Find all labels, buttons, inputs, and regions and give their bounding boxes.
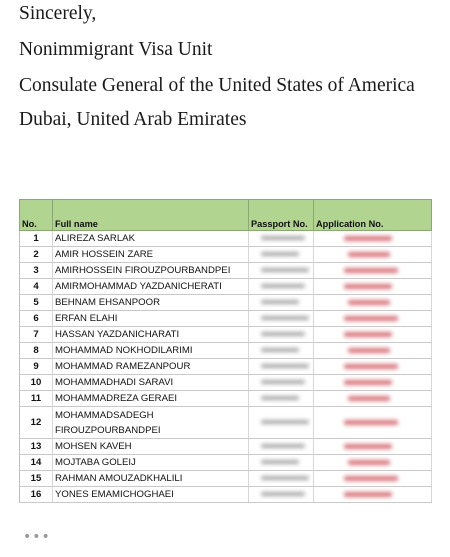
applicant-name: AMIR HOSSEIN ZARE — [53, 247, 249, 263]
application-number-cell — [314, 327, 432, 343]
redacted-passport-number — [261, 476, 309, 480]
redacted-application-number — [344, 284, 392, 289]
redacted-passport-number — [261, 268, 309, 272]
applicant-name: MOJTABA GOLEIJ — [53, 455, 249, 471]
redacted-application-number — [344, 364, 398, 369]
passport-number-cell — [249, 263, 314, 279]
passport-number-cell — [249, 487, 314, 503]
passport-number-cell — [249, 279, 314, 295]
applicant-name: MOHAMMADHADI SARAVI — [53, 375, 249, 391]
table-row — [20, 231, 432, 247]
redacted-passport-number — [261, 444, 305, 448]
table-row — [20, 247, 432, 263]
row-number: 16 — [20, 487, 53, 503]
col-header-application: Application No. — [314, 200, 432, 231]
redacted-application-number — [348, 348, 390, 353]
table-row — [20, 359, 432, 375]
unit-line: Nonimmigrant Visa Unit — [19, 39, 213, 60]
redacted-application-number — [348, 396, 390, 401]
passport-number-cell — [249, 391, 314, 407]
application-number-cell — [314, 375, 432, 391]
table-row — [20, 311, 432, 327]
row-number: 7 — [20, 327, 53, 343]
redacted-application-number — [344, 476, 398, 481]
table-row — [20, 263, 432, 279]
table-row — [20, 471, 432, 487]
applicant-name: RAHMAN AMOUZADKHALILI — [53, 471, 249, 487]
redacted-passport-number — [261, 284, 305, 288]
row-number: 4 — [20, 279, 53, 295]
table-row — [20, 487, 432, 503]
application-number-cell — [314, 247, 432, 263]
passport-number-cell — [249, 343, 314, 359]
passport-number-cell — [249, 231, 314, 247]
table-row — [20, 391, 432, 407]
redacted-application-number — [344, 268, 398, 273]
passport-number-cell — [249, 247, 314, 263]
redacted-application-number — [344, 444, 392, 449]
redacted-passport-number — [261, 380, 305, 384]
applicant-name: MOHSEN KAVEH — [53, 439, 249, 455]
table-row — [20, 439, 432, 455]
passport-number-cell — [249, 359, 314, 375]
applicant-name: HASSAN YAZDANICHARATI — [53, 327, 249, 343]
row-number: 3 — [20, 263, 53, 279]
applicants-table — [19, 199, 432, 503]
application-number-cell — [314, 391, 432, 407]
redacted-passport-number — [261, 348, 299, 352]
col-header-passport: Passport No. — [249, 200, 314, 231]
passport-number-cell — [249, 375, 314, 391]
redacted-passport-number — [261, 236, 305, 240]
redacted-application-number — [344, 316, 398, 321]
table-row — [20, 375, 432, 391]
applicant-name: MOHAMMADREZA GERAEI — [53, 391, 249, 407]
application-number-cell — [314, 311, 432, 327]
application-number-cell — [314, 359, 432, 375]
applicant-name: ALIREZA SARLAK — [53, 231, 249, 247]
passport-number-cell — [249, 327, 314, 343]
table-row — [20, 279, 432, 295]
row-number: 2 — [20, 247, 53, 263]
more-options-icon[interactable]: ••• — [23, 529, 51, 545]
row-number: 15 — [20, 471, 53, 487]
consulate-line: Consulate General of the United States of America — [19, 75, 415, 96]
row-number: 11 — [20, 391, 53, 407]
application-number-cell — [314, 471, 432, 487]
applicant-name: MOHAMMAD NOKHODILARIMI — [53, 343, 249, 359]
redacted-passport-number — [261, 332, 305, 336]
table-row — [20, 327, 432, 343]
applicant-name: BEHNAM EHSANPOOR — [53, 295, 249, 311]
redacted-passport-number — [261, 492, 305, 496]
redacted-application-number — [348, 300, 390, 305]
closing-line: Sincerely, — [19, 3, 97, 24]
redacted-application-number — [348, 252, 390, 257]
passport-number-cell — [249, 471, 314, 487]
redacted-passport-number — [261, 460, 299, 464]
row-number: 8 — [20, 343, 53, 359]
application-number-cell — [314, 455, 432, 471]
application-number-cell — [314, 439, 432, 455]
applicant-name: AMIRHOSSEIN FIROUZPOURBANDPEI — [53, 263, 249, 279]
redacted-application-number — [344, 380, 392, 385]
applicant-name: ERFAN ELAHI — [53, 311, 249, 327]
location-line: Dubai, United Arab Emirates — [19, 109, 247, 130]
table-header-row — [20, 200, 432, 231]
passport-number-cell — [249, 311, 314, 327]
redacted-passport-number — [261, 364, 309, 368]
passport-number-cell — [249, 439, 314, 455]
applicant-name: MOHAMMADSADEGH FIROUZPOURBANDPEI — [53, 407, 249, 439]
redacted-application-number — [344, 332, 392, 337]
row-number: 5 — [20, 295, 53, 311]
row-number: 12 — [20, 407, 53, 439]
redacted-passport-number — [261, 396, 299, 400]
application-number-cell — [314, 231, 432, 247]
redacted-application-number — [348, 460, 390, 465]
application-number-cell — [314, 295, 432, 311]
redacted-passport-number — [261, 252, 299, 256]
applicant-name: YONES EMAMICHOGHAEI — [53, 487, 249, 503]
row-number: 10 — [20, 375, 53, 391]
row-number: 1 — [20, 231, 53, 247]
redacted-passport-number — [261, 316, 309, 320]
table-row — [20, 343, 432, 359]
col-header-no: No. — [20, 200, 53, 231]
row-number: 14 — [20, 455, 53, 471]
redacted-passport-number — [261, 420, 309, 424]
table-row — [20, 295, 432, 311]
passport-number-cell — [249, 407, 314, 439]
application-number-cell — [314, 263, 432, 279]
row-number: 6 — [20, 311, 53, 327]
application-number-cell — [314, 407, 432, 439]
table-row — [20, 455, 432, 471]
application-number-cell — [314, 343, 432, 359]
row-number: 13 — [20, 439, 53, 455]
application-number-cell — [314, 487, 432, 503]
redacted-application-number — [344, 236, 392, 241]
redacted-passport-number — [261, 300, 299, 304]
passport-number-cell — [249, 455, 314, 471]
applicant-name: AMIRMOHAMMAD YAZDANICHERATI — [53, 279, 249, 295]
row-number: 9 — [20, 359, 53, 375]
col-header-full-name: Full name — [53, 200, 249, 231]
applicant-name: MOHAMMAD RAMEZANPOUR — [53, 359, 249, 375]
redacted-application-number — [344, 420, 398, 425]
passport-number-cell — [249, 295, 314, 311]
redacted-application-number — [344, 492, 392, 497]
application-number-cell — [314, 279, 432, 295]
table-row — [20, 407, 432, 439]
